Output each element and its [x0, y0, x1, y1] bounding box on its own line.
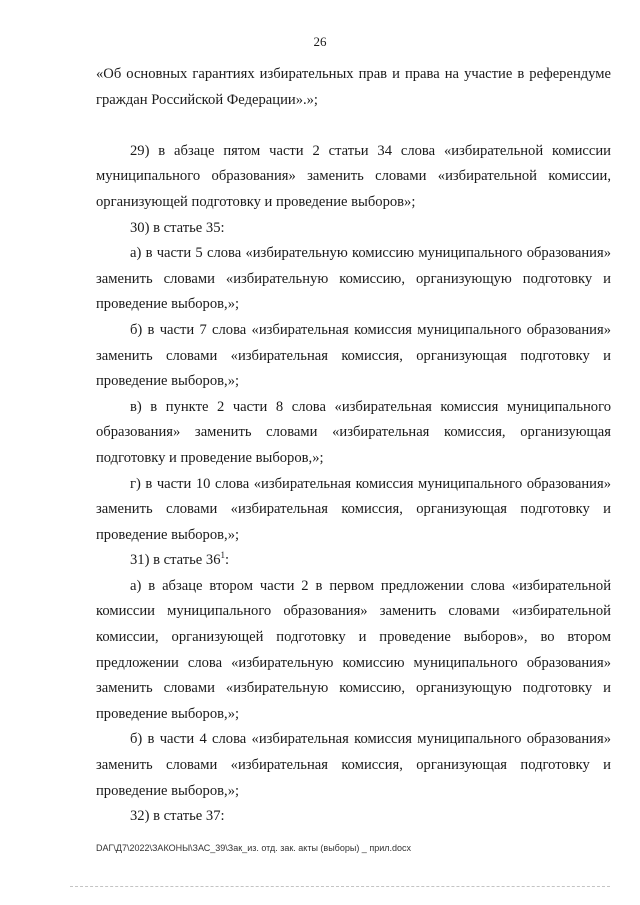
paragraph-item-31-suffix: : — [225, 552, 230, 569]
paragraph-item-30g: г) в части 10 слова «избирательная комиссия муниципального образования» заменить словами «избирательная комиссия, организующая подготовку и проведение выборов,»; — [96, 475, 611, 543]
paragraph-item-30: 30) в статье 35: — [130, 219, 225, 236]
paragraph-item-30b: б) в части 7 слова «избирательная комиссия муниципального образования» заменить словами «избирательная комиссия, организующая подготовку и проведение выборов,»; — [96, 321, 611, 390]
paragraph-item-31 — [96, 548, 611, 574]
footer-file-path: DAГ\Д7\2022\ЗАКОНЫ\ЗАС_39\Зак_из. отд. зак. акты (выборы) _ прил.docx — [96, 843, 411, 853]
paragraph-gap — [96, 113, 611, 139]
page-number: 26 — [313, 34, 327, 49]
paragraph-item-31b: б) в части 4 слова «избирательная комиссия муниципального образования» заменить словами «избирательная комиссия, организующая подготовку и проведение выборов,»; — [96, 731, 611, 799]
paragraph-item-30v: в) в пункте 2 части 8 слова «избирательная комиссия муниципального образования» заменить словами «избирательная комиссия, организующая подготовку и проведение выборов,»; — [96, 398, 611, 466]
bottom-rule — [70, 886, 610, 887]
article-superscript: 1 — [220, 550, 226, 561]
paragraph-item-32: 32) в статье 37: — [130, 808, 225, 825]
paragraph-continuation: «Об основных гарантиях избирательных прав и права на участие в референдуме граждан Российской Федерации».»; — [96, 66, 611, 108]
document-body — [96, 62, 611, 830]
paragraph-item-31-text: 31) в статье 36 — [130, 552, 221, 569]
paragraph-item-30a: а) в части 5 слова «избирательную комиссию муниципального образования» заменить словами «избирательную комиссию, организующую подготовку и проведение выборов,»; — [96, 245, 611, 313]
paragraph-item-29: 29) в абзаце пятом части 2 статьи 34 слова «избирательной комиссии муниципального образования» заменить словами «избирательной комиссии, организующей подготовку и проведение выборов»; — [96, 142, 611, 210]
paragraph-item-31a: а) в абзаце втором части 2 в первом предложении слова «избирательной комиссии муниципального образования» заменить словами «избирательной комиссии, организующей подготовку и проведение выборов», во втором предложении слова «избирательную комиссию муниципального образования» заменить словами «избирательную комиссию, организующую подготовку и проведение выборов,»; — [96, 577, 611, 722]
